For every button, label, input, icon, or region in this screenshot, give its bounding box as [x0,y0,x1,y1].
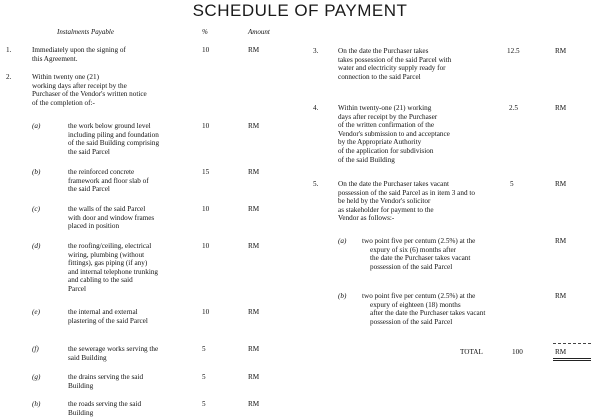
item-4-amount: RM [555,104,567,112]
item-2-number: 2. [6,73,12,81]
item-4-number: 4. [313,104,319,112]
sub-b-amount: RM [248,168,260,176]
sub-h-amount: RM [248,400,260,408]
sub-line: the roads serving the said [68,400,142,408]
item-2-line: Purchaser of the Vendor's written notice [32,90,147,99]
sub-line: including piling and foundation [68,130,159,139]
sub-line: the walls of the said Parcel [68,205,146,213]
item-5-line: On the date the Purchaser takes vacant [338,180,449,188]
item-5-percent: 5 [510,180,514,188]
sub-a-amount: RM [248,122,260,130]
item-3-number: 3. [313,47,319,55]
sub-e-percent: 10 [202,308,210,316]
item-5-line: possession of the said Parcel as in item 3 and to [338,188,475,197]
item-4-line: Within twenty-one (21) working [338,104,432,112]
sub-d-percent: 10 [202,242,210,250]
sub-line: the internal and external [68,308,138,316]
sub-g-text [68,373,143,390]
sub-line: the date the Purchaser takes vacant [370,254,471,263]
sub-d-text [68,242,158,294]
total-percent: 100 [512,348,523,356]
sub-c-amount: RM [248,205,260,213]
sub-line: expury of six (6) months after [370,245,457,254]
sub-g-amount: RM [248,373,260,381]
sub-5a-letter: (a) [338,237,347,245]
item-5-amount: RM [555,180,567,188]
sub-line: the work below ground level [68,122,151,130]
sub-5a-text [362,237,475,271]
sub-b-text [68,168,149,194]
total-top-rule [553,343,591,344]
item-1-number: 1. [6,46,12,54]
sub-line: and internal telephone trunking [68,267,159,276]
item-5-number: 5. [313,180,319,188]
item-2-text [32,73,147,107]
sub-line: the drains serving the said [68,373,144,381]
item-3-amount: RM [555,47,567,55]
sub-line: the sewerage works serving the [68,345,159,353]
item-4-line: by the Appropriate Authority [338,138,422,147]
header-amount: Amount [248,28,270,36]
item-2-line: working days after receipt by the [32,81,127,90]
sub-line: said Building [68,353,107,362]
sub-h-percent: 5 [202,400,206,408]
sub-line: possession of the said Parcel [370,317,453,326]
sub-e-letter: (e) [32,308,40,316]
sub-line: placed in position [68,222,120,231]
sub-line: Building [68,381,94,390]
item-5-line: Vendor as follows:- [338,214,395,223]
total-label: TOTAL [460,348,483,356]
sub-a-percent: 10 [202,122,210,130]
total-amount: RM [555,348,567,356]
page-title: SCHEDULE OF PAYMENT [192,1,408,20]
item-1-text [32,46,126,63]
item-1-line: this Agreement. [32,54,78,63]
sub-f-text [68,345,158,362]
item-3-line: On the date the Purchaser takes [338,47,429,55]
total-double-rule-bottom [553,360,591,361]
sub-line: after the date the Purchaser takes vacant [370,309,486,318]
sub-line: possession of the said Parcel [370,262,453,271]
sub-line: with door and window frames [68,213,155,222]
sub-line: wiring, plumbing (without [68,250,145,259]
item-4-line: days after receipt by the Purchaser [338,112,438,121]
sub-line: Parcel [68,284,86,293]
sub-line: two point five per centum (2.5%) at the [362,292,476,300]
item-3-line: water and electricity supply ready for [338,64,446,73]
sub-e-amount: RM [248,308,260,316]
sub-f-amount: RM [248,345,260,353]
item-1-amount: RM [248,46,260,54]
item-5-line: as stakeholder for payment to the [338,205,434,214]
sub-a-letter: (a) [32,122,41,130]
sub-line: the said Parcel [68,185,110,194]
item-4-percent: 2.5 [509,104,518,112]
sub-line: plastering of the said Parcel [68,316,148,325]
sub-c-text [68,205,154,231]
sub-g-percent: 5 [202,373,206,381]
sub-5b-text [362,292,485,326]
sub-5b-amount: RM [555,292,567,300]
sub-line: and cabling to the said [68,276,133,285]
item-3-percent: 12.5 [507,47,520,55]
item-3-line: takes possession of the said Parcel with [338,55,452,64]
sub-b-percent: 15 [202,168,210,176]
item-4-line: of the written confirmation of the [338,121,435,130]
sub-line: of the said Building comprising [68,139,160,148]
item-4-line: Vendor's submission to and acceptance [338,129,450,138]
sub-line: fittings), gas piping (if any) [68,259,148,268]
item-4-line: of the application for subdivision [338,146,434,155]
sub-d-amount: RM [248,242,260,250]
sub-line: expury of eighteen (18) months [370,300,461,309]
sub-line: Building [68,408,94,417]
sub-f-letter: (f) [32,345,39,353]
sub-5b-letter: (b) [338,292,347,300]
sub-line: the said Parcel [68,147,110,156]
sub-d-letter: (d) [32,242,41,250]
sub-f-percent: 5 [202,345,206,353]
sub-line: the roofing/ceiling, electrical [68,242,152,250]
header-installments: Instalments Payable [57,28,114,36]
sub-c-percent: 10 [202,205,210,213]
item-5-line: be held by the Vendor's solicitor [338,197,431,206]
sub-a-text [68,122,159,156]
item-1-line: Immediately upon the signing of [32,46,126,54]
header-percent: % [202,28,208,36]
sub-line: framework and floor slab of [68,176,149,185]
item-4-text [338,104,450,164]
total-double-rule-top [553,358,591,359]
item-2-line: Within twenty one (21) [32,73,99,81]
sub-c-letter: (c) [32,205,40,213]
item-1-percent: 10 [202,46,210,54]
item-2-line: of the completion of:- [32,98,95,107]
sub-h-letter: (h) [32,400,41,408]
sub-line: the reinforced concrete [68,168,135,176]
sub-line: two point five per centum (2.5%) at the [362,237,476,245]
item-4-line: of the said Building [338,155,395,164]
item-3-text [338,47,451,81]
item-3-line: connection to the said Parcel [338,72,421,81]
item-5-text [338,180,475,223]
sub-5a-amount: RM [555,237,567,245]
sub-g-letter: (g) [32,373,41,381]
sub-b-letter: (b) [32,168,41,176]
sub-h-text [68,400,141,417]
sub-e-text [68,308,148,325]
